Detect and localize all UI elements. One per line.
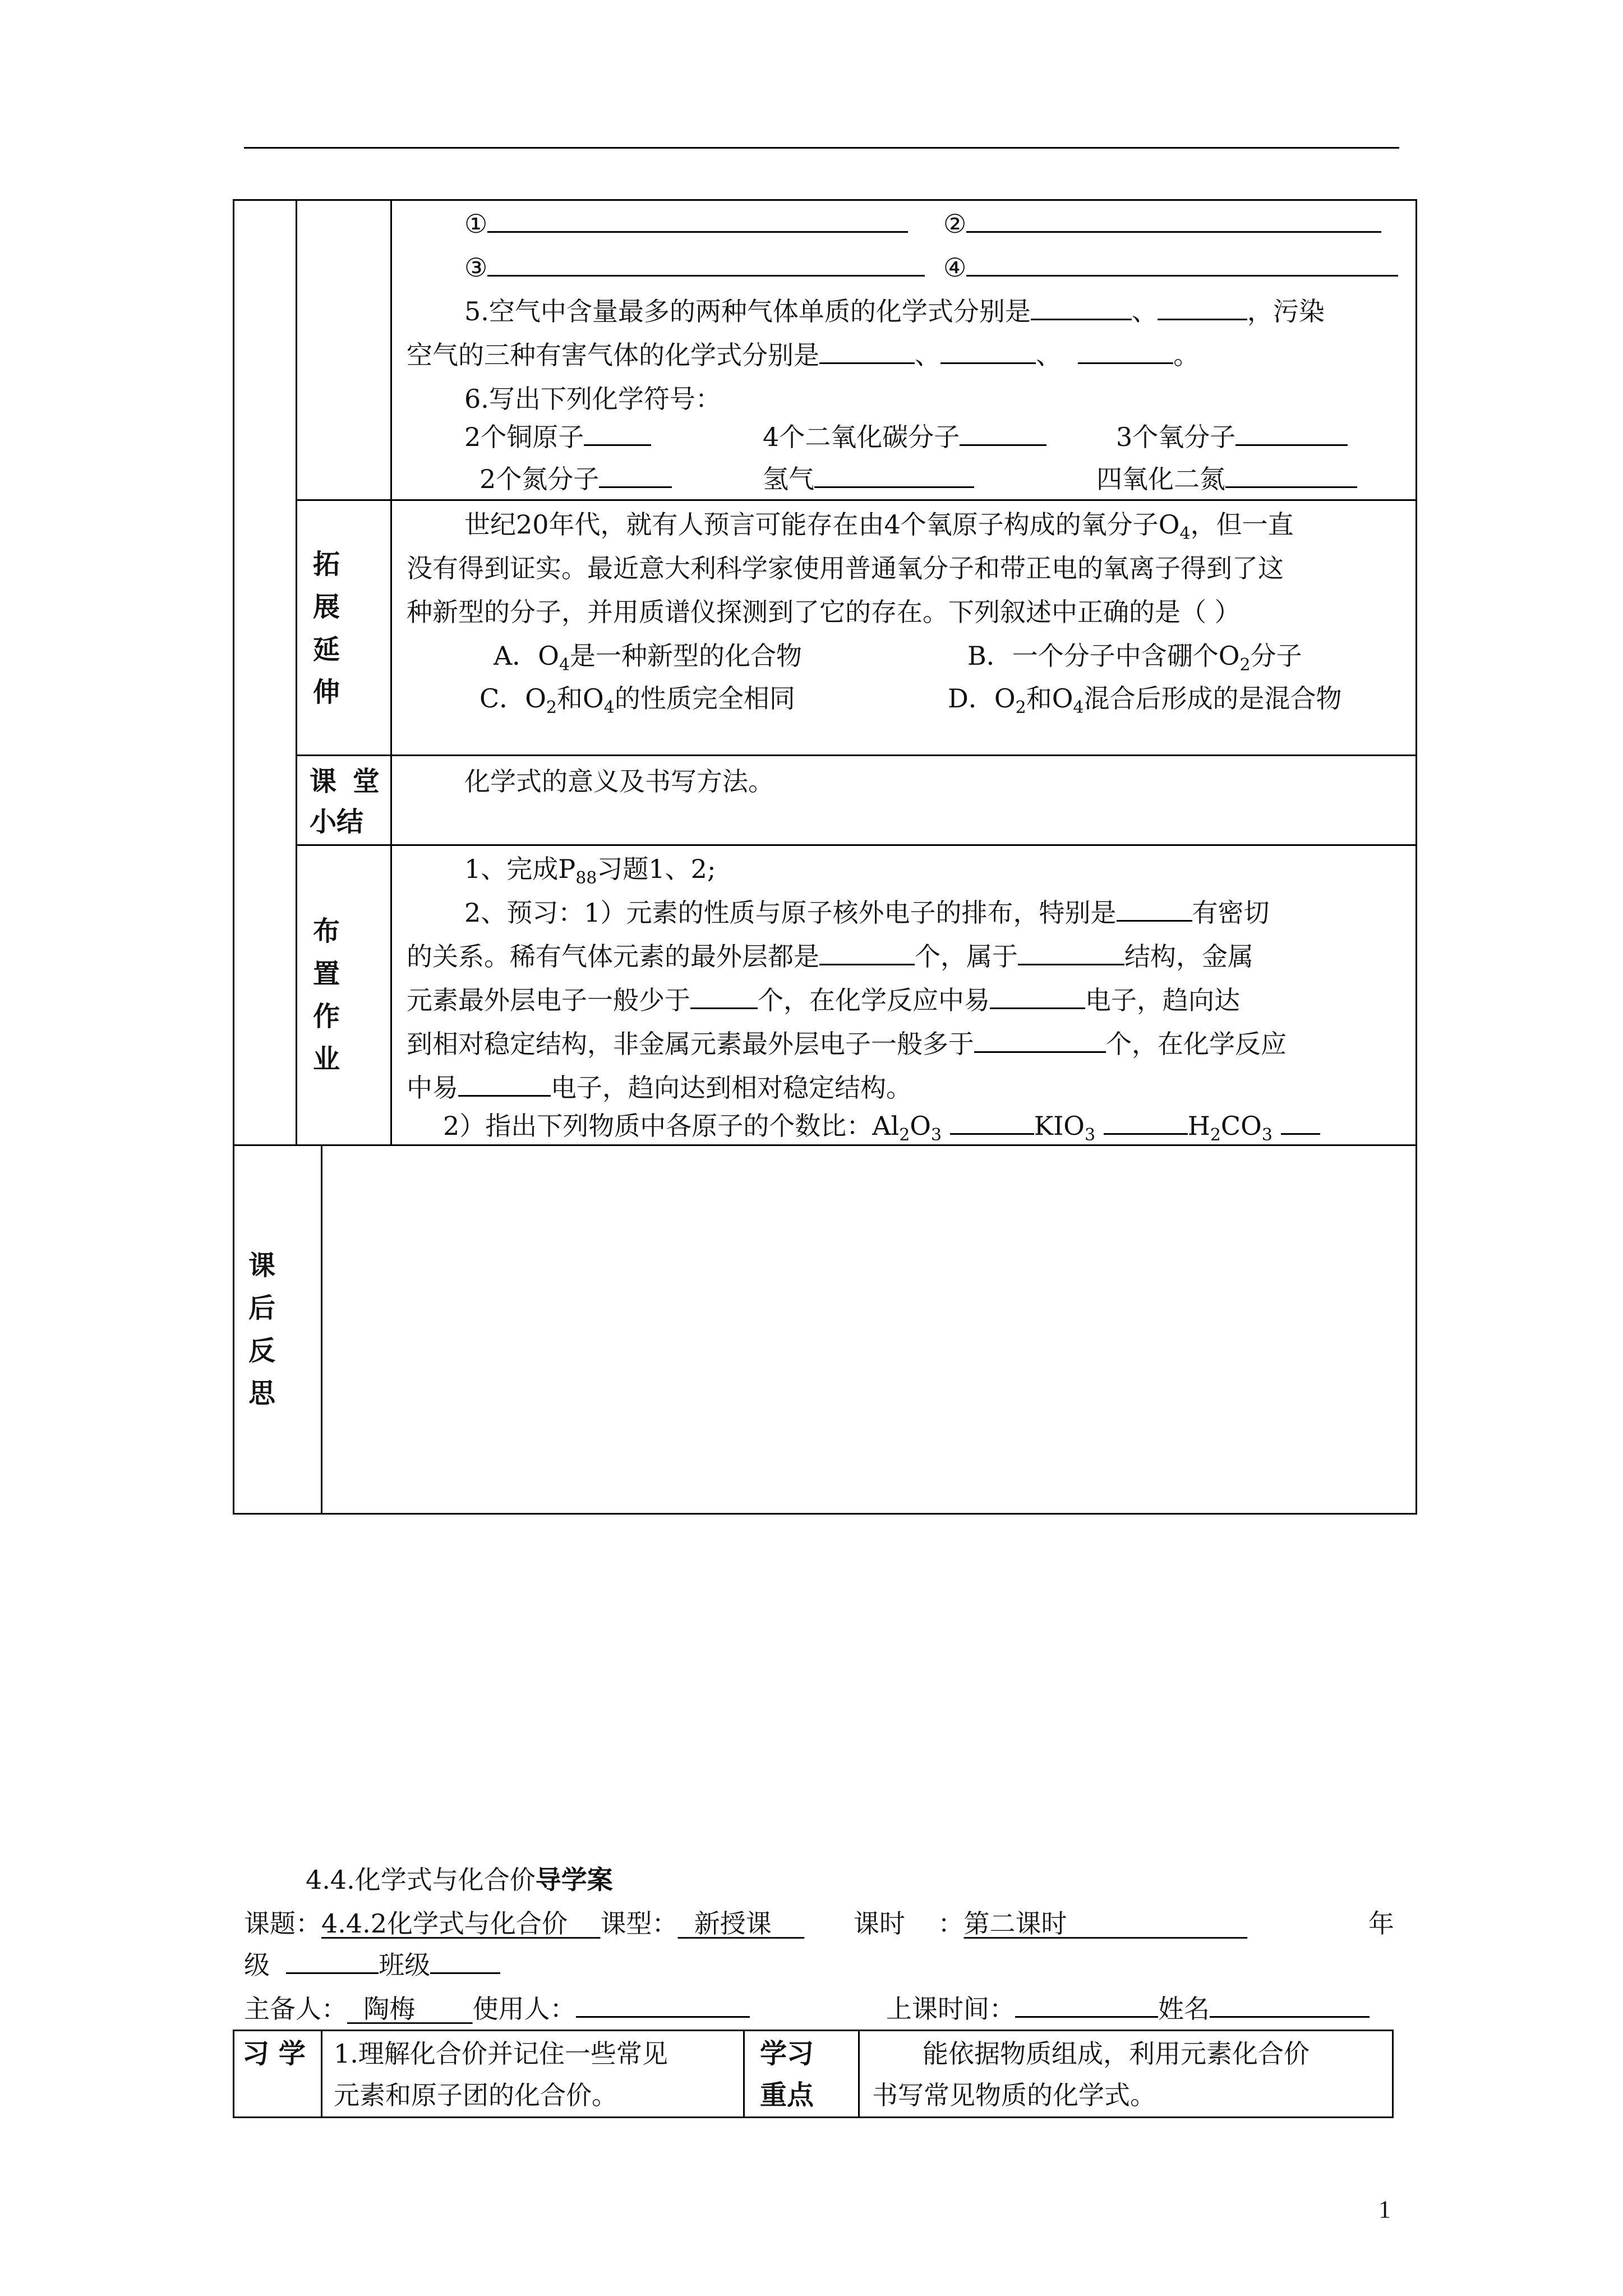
next-doc-info-line3: 主备人： 陶梅 使用人： <box>244 1987 750 2031</box>
option-c[interactable]: C．$O_2$和$O_4$的性质完全相同 <box>479 683 795 718</box>
answer-blank-2[interactable] <box>966 209 1381 233</box>
circle-1: ① <box>464 209 488 239</box>
circle-3: ③ <box>464 252 488 283</box>
option-b[interactable]: B．一个分子中含硼个$O_2$分子 <box>967 641 1302 675</box>
reflection-area[interactable] <box>323 1147 1414 1512</box>
header-rule <box>244 147 1399 149</box>
circle-4: ④ <box>943 252 967 283</box>
answer-blank-1[interactable] <box>487 209 908 233</box>
q6-title: 6.写出下列化学符号： <box>464 384 721 414</box>
next-doc-title: 4.4.化学式与化合价导学案 <box>306 1865 613 1895</box>
next-doc-info-line2: 级 班级 <box>244 1943 500 1987</box>
next-doc-info-line1: 课题：4.4.2化学式与化合价 课型： 新授课 课时 ：第二课时 <box>244 1908 1067 1939</box>
option-d[interactable]: D．$O_2$和$O_4$混合后形成的是混合物 <box>948 683 1342 718</box>
page-number: 1 <box>1378 2196 1391 2223</box>
answer-blank-4[interactable] <box>966 252 1398 277</box>
summary-text: 化学式的意义及书写方法。 <box>464 766 774 797</box>
answer-blank-3[interactable] <box>487 252 925 277</box>
option-a[interactable]: A．$O_4$是一种新型的化合物 <box>494 641 803 675</box>
circle-2: ② <box>943 209 967 239</box>
